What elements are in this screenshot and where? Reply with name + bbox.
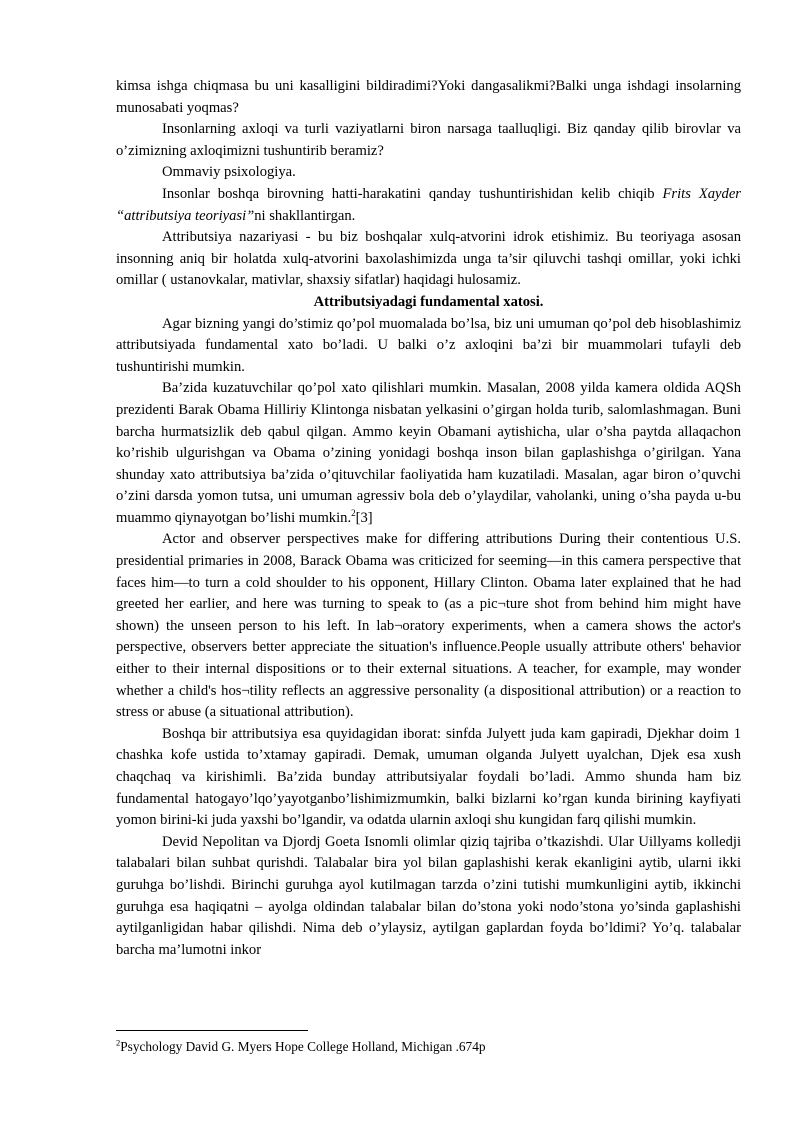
paragraph-4 [116, 184, 741, 227]
paragraph-2: Insonlarning axloqi va turli vaziyatlarni biron narsaga taalluqligi. Biz qanday qilib birovlar va o’zimizning axloqimizni tushuntirib beramiz? [116, 121, 741, 159]
paragraph-4-end: ni shakllantirgan. [254, 207, 356, 224]
footnote-divider [116, 1030, 308, 1031]
body-text [116, 76, 741, 961]
paragraph-3: Ommaviy psixologiya. [162, 164, 296, 181]
paragraph-7-text: Ba’zida kuzatuvchilar qo’pol xato qilishlari mumkin. Masalan, 2008 yilda kamera oldida AQSh prezidenti Barak Obama Hilliriy Klintonga nisbatan yelkasini o’girgan holda turib, salomlashmagan. Buni barcha hurmatsizlik deb qabul qilgan. Ammo keyin Obamani aytishicha, ular o’sha paytda allaqachon ko’rishib ulgurishgan va Obama o’zining yonidagi boshqa inson bilan gaplashishga o’girilgan. Yana shunday xato attributsiya ba’zida o’qituvchilar faoliyatida ham kuzatiladi. Masalan, agar biron o’quvchi o’zini darsda yomon tutsa, uni umuman agressiv bola deb o’ylaydilar, vaholanki, uning o’sha payda u-bu muammo qiynayotgan bo’lishi mumkin. [116, 380, 741, 526]
paragraph-8: Actor and observer perspectives make for differing attributions During their contentious U.S. presidential primaries in 2008, Barack Obama was criticized for seeming—in this camera perspective that faces him—to turn a cold shoulder to his opponent, Hillary Clinton. Obama later explained that he had greeted her earlier, and here was turning to speak to (as a pic¬ture shot from behind him might have shown) the unseen person to his left. In lab¬oratory experiments, when a camera shows the actor's perspective, observers better appreciate the situation's influence.People usually attribute others' behavior either to their internal dispositions or to their external situations. A teacher, for example, may wonder whether a child's hos¬tility reflects an aggressive personality (a dispositional attribution) or a reaction to stress or abuse (a situational attribution). [116, 531, 741, 721]
footnote-number: 2 [116, 1037, 121, 1048]
footnote-marker[interactable]: 2 [351, 508, 356, 519]
theory-name: Frits Xayder “attributsiya teoriyasi” [116, 185, 741, 224]
paragraph-6: Agar bizning yangi do’stimiz qo’pol muomalada bo’lsa, biz uni umuman qo’pol deb hisoblashimiz attributsiyada fundamental xato bo’ladi. U balki o’z axloqini ba’zi bir muammolari tufayli deb tushuntirishi mumkin. [116, 315, 741, 375]
footnote [116, 1038, 741, 1056]
paragraph-10: Devid Nepolitan va Djordj Goeta Isnomli olimlar qiziq tajriba o’tkazishdi. Ular Uillyams kolledji talabalari bilan suhbat qurishdi. Talabalar bira yol bilan gaplashishi kerak ekanligini aytib, ularni ikki guruhga bo’lishdi. Birinchi guruhga ayol kutilmagan tarzda o’zini tutishi mumkunligini aytib, ikkinchi guruhga esa haqiqatni – ayolga oldindan talabalar bilan do’stona yoki nodo’stona yo’sinda gaplashishi aytilganligidan habar qilishdi. Nima deb o’ylaysiz, aytilgan gaplardan foyda bo’ldimi? Yo’q. talabalar barcha ma’lumotni inkor [116, 833, 741, 958]
citation-ref: [3] [355, 509, 373, 526]
paragraph-7 [116, 378, 741, 529]
paragraph-5: Attributsiya nazariyasi - bu biz boshqalar xulq-atvorini idrok etishimiz. Bu teoriyaga asosan insonning aniq bir holatda xulq-atvorini baxolashimizda unga ta’sir qiluvchi tashqi omillar, yoki ichki omillar ( ustanovkalar, mativlar, shaxsiy sifatlar) haqidagi hulosamiz. [116, 229, 741, 289]
paragraph-4-text: Insonlar boshqa birovning hatti-harakatini qanday tushuntirishidan kelib chiqib [162, 185, 663, 202]
paragraph-9: Boshqa bir attributsiya esa quyidagidan iborat: sinfda Julyett juda kam gapiradi, Djekhar doim 1 chashka kofe ustida to’xtamay gapiradi. Demak, umuman olganda Julyett uyalchan, Djek esa xush chaqchaq va kirishimli. Ba’zida bunday attributsiyalar foydali bo’ladi. Ammo shunda ham biz fundamental hatogayo’lqo’yayotganbo’lishimizmumkin, balki bizlarni ko’rgan kunda birining kayfiyati yomon birini-ki juda yaxshi bo’lgandir, va odatda ularnin axloqi shu kungidan farq qilishi mumkin. [116, 725, 741, 829]
paragraph-1: kimsa ishga chiqmasa bu uni kasalligini bildiradimi?Yoki dangasalikmi?Balki unga ishdagi insolarning munosabati yoqmas? [116, 78, 741, 116]
section-heading: Attributsiyadagi fundamental xatosi. [313, 293, 544, 310]
footnote-text: Psychology David G. Myers Hope College Holland, Michigan .674p [120, 1039, 486, 1054]
